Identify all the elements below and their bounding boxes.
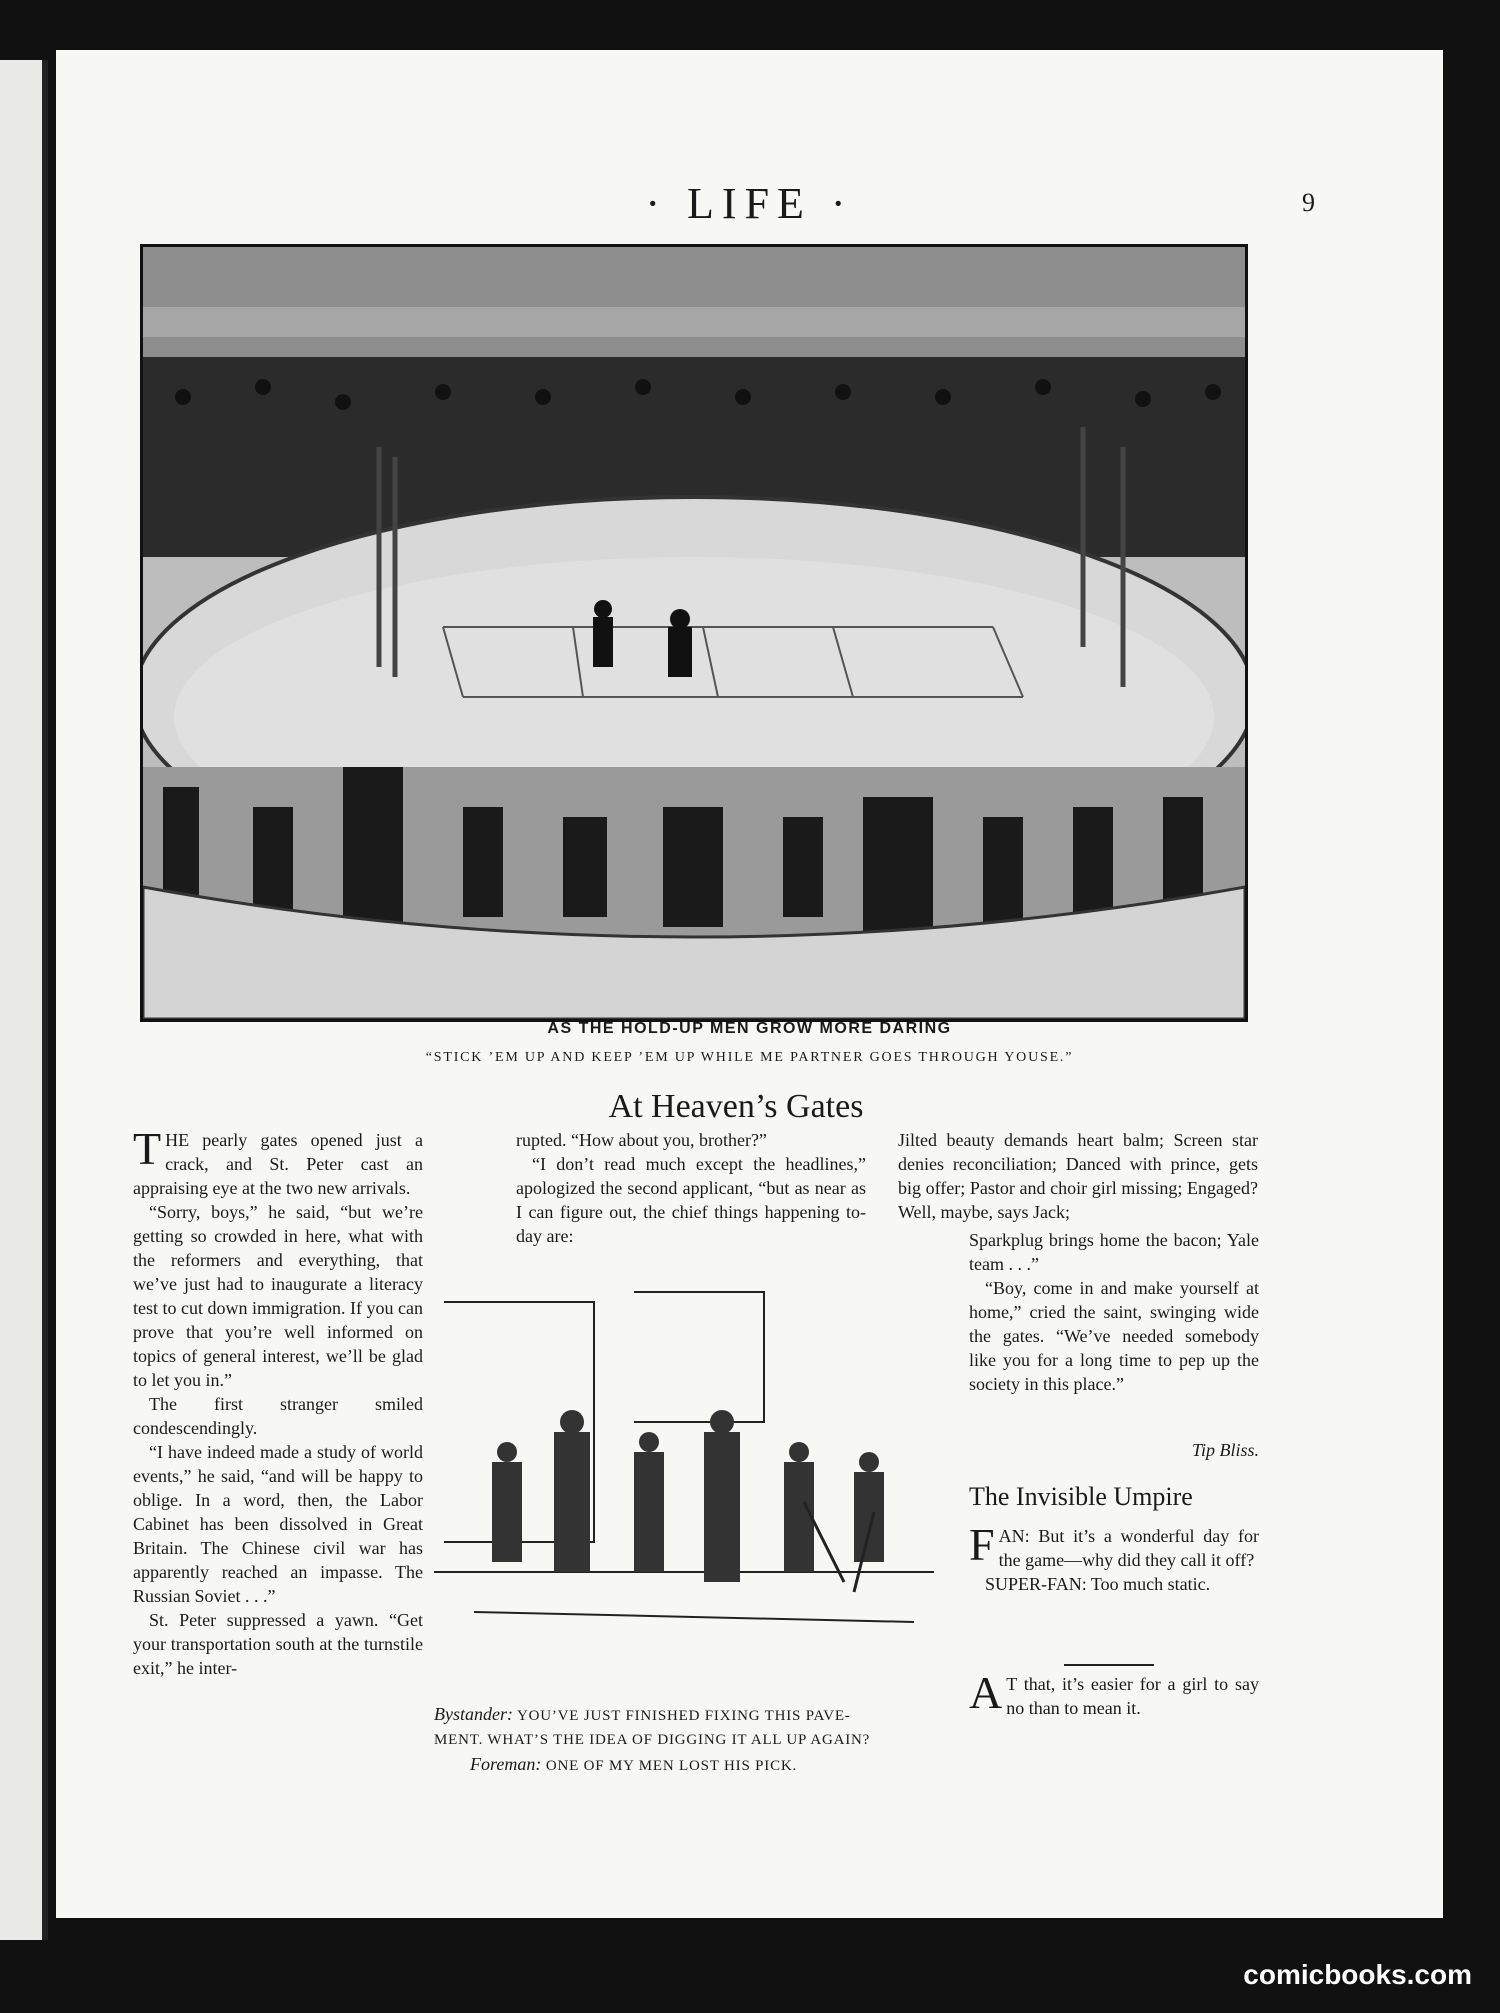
top-cartoon-caption-quote: “STICK ’EM UP AND KEEP ’EM UP WHILE ME PARTNER GOES THROUGH YOUSE.” (425, 1050, 1074, 1065)
street-workers-illustration (434, 1282, 934, 1682)
umpire-superfan-line: SUPER-FAN: Too much static. (985, 1574, 1211, 1594)
joke-dropcap: A (969, 1667, 1003, 1718)
story-paragraph: “Boy, come in and make yourself at home,” cried the saint, swinging wide the gates. “We’ve needed somebody like you for a long time to pep up the society in this place.” (969, 1278, 1259, 1394)
story-paragraph: HE pearly gates opened just a crack, and St. Peter cast an appraising eye at the two new arrivals. (133, 1130, 423, 1198)
watermark: comicbooks.com (1243, 1959, 1472, 1990)
caption-line: MENT. WHAT’S THE IDEA OF DIGGING IT ALL UP AGAIN? (434, 1732, 871, 1748)
umpire-text (969, 1519, 1259, 1596)
story-paragraph: “I have indeed made a study of world events,” he said, “and will be happy to oblige. In a word, then, the Labor Cabinet has been dissolved in Great Britain. The Chinese civil war has apparently reached an impasse. The Russian Soviet . . .” (133, 1442, 423, 1606)
umpire-title: The Invisible Umpire (969, 1482, 1193, 1511)
stadium-illustration (143, 247, 1245, 1019)
story-paragraph: St. Peter suppressed a yawn. “Get your transportation south at the turnstile exit,” he inter- (133, 1610, 423, 1678)
stadium-cartoon (140, 244, 1248, 1022)
joke-line: T that, it’s easier for a girl to say no than to mean it. (1006, 1674, 1259, 1718)
caption-line: YOU’VE JUST FINISHED FIXING THIS PAVE- (516, 1708, 851, 1724)
page-number: 9 (1302, 188, 1315, 217)
story-title: At Heaven’s Gates (608, 1088, 864, 1125)
story-column-1 (133, 1123, 423, 1680)
story-paragraph: “Sorry, boys,” he said, “but we’re getting so crowded in here, what with the reformers and everything, that we’ve just had to inaugurate a literacy test to cut down immigration. If you can prove that you’re well informed on topics of general interest, we’ll be glad to let you in.” (133, 1202, 423, 1390)
story-column-3 (898, 1128, 1258, 1224)
story-signature: Tip Bliss. (1191, 1440, 1259, 1460)
story-column-2 (516, 1128, 866, 1248)
umpire-fan-line: AN: But it’s a wonderful day for the game—why did they call it off? (998, 1526, 1259, 1570)
story-paragraph: The first stranger smiled condescendingly. (133, 1394, 423, 1438)
mid-cartoon-caption (434, 1702, 944, 1778)
section-divider (1064, 1664, 1154, 1666)
magazine-page (56, 50, 1443, 1918)
top-cartoon-caption-title: AS THE HOLD-UP MEN GROW MORE DARING (547, 1020, 952, 1037)
story-paragraph: rupted. “How about you, brother?” (516, 1130, 767, 1150)
joke-text (969, 1667, 1259, 1720)
story-headlines: Jilted beauty demands heart balm; Screen star denies reconciliation; Danced with prince, gets big offer; Pastor and choir girl missing; Engaged? Well, maybe, says Jack; (898, 1130, 1258, 1222)
umpire-dropcap: F (969, 1519, 995, 1570)
caption-speaker-bystander: Bystander: (434, 1704, 513, 1724)
caption-line: ONE OF MY MEN LOST HIS PICK. (545, 1758, 798, 1774)
story-dropcap: T (133, 1123, 162, 1174)
left-page-edge (0, 60, 48, 1940)
street-workers-cartoon (434, 1282, 934, 1682)
story-paragraph: Sparkplug brings home the bacon; Yale team . . .” (969, 1230, 1259, 1274)
story-paragraph: “I don’t read much except the headlines,” apologized the second applicant, “but as near as I can figure out, the chief things happening to-day are: (516, 1154, 866, 1246)
caption-speaker-foreman: Foreman: (470, 1754, 542, 1774)
page-header-title: · LIFE · (645, 179, 854, 228)
story-column-3-continued (969, 1228, 1259, 1396)
